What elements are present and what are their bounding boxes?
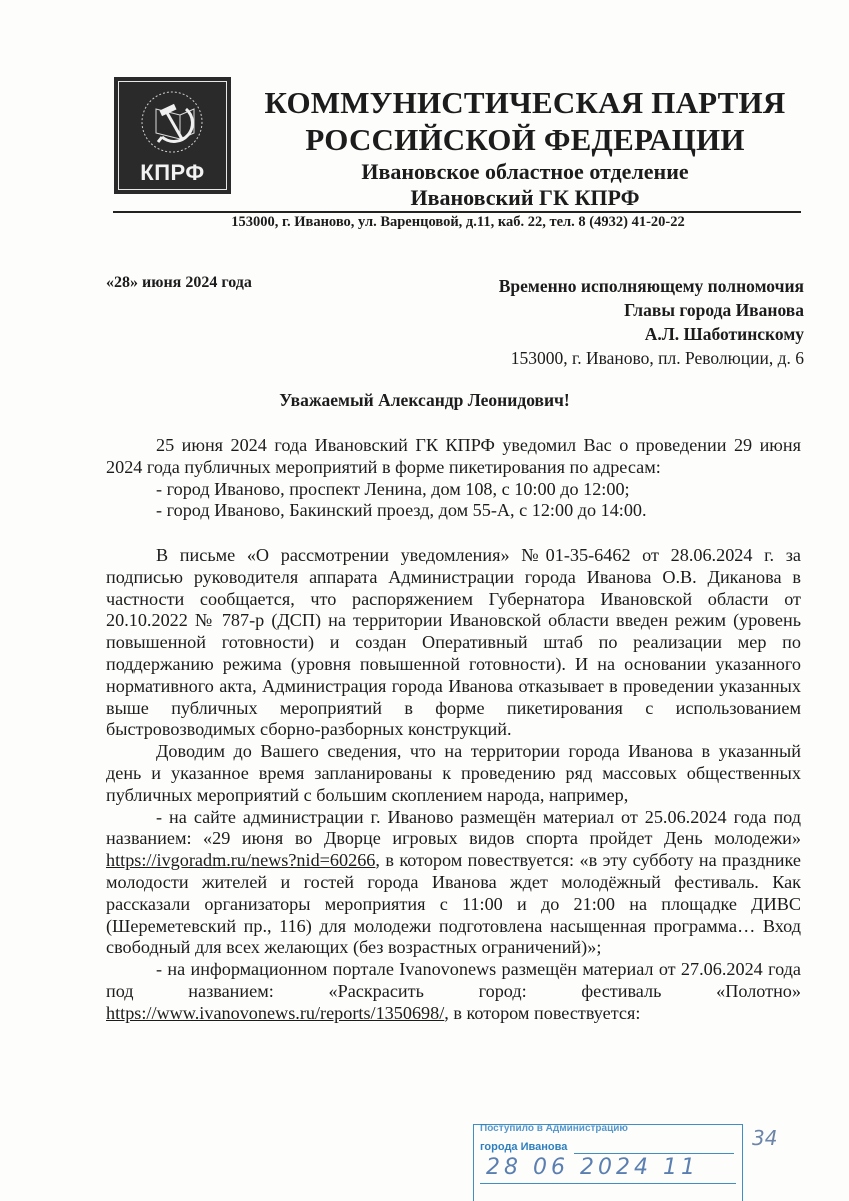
paragraph-example-2	[106, 959, 801, 1024]
addressee-name: А.Л. Шаботинскому	[644, 324, 804, 344]
stamp-org: города Иванова	[480, 1141, 568, 1153]
list-item: - город Иваново, проспект Ленина, дом 108, с 10:00 до 12:00;	[156, 478, 630, 499]
incoming-stamp	[473, 1124, 743, 1201]
ivgoradm-link[interactable]: https://ivgoradm.ru/news?nid=60266	[106, 850, 376, 871]
letter-date: «28» июня 2024 года	[106, 274, 252, 291]
stamp-header: Поступило в Администрацию	[480, 1123, 628, 1134]
paragraph-example-1	[106, 807, 801, 960]
paragraph-notification	[106, 435, 801, 522]
paragraph-text: , в котором повествуется: «в эту субботу на празднике молодости жителей и гостей города Иванова ждет молодёжный фестиваль. Как рассказали организаторы мероприятия с 11:00 и до 21:00 на площадке ДИВС (Шереметевский пр., 116) для молодежи подготовлена насыщенная программа… Вход свободный для всех желающих (без возрастных ограничений)»;	[106, 850, 801, 958]
kprf-logo	[114, 77, 231, 194]
stamp-handwritten-date: 28 06 2024 11	[486, 1155, 699, 1180]
branch-name: Ивановское областное отделение	[361, 159, 689, 184]
paragraph-text: - на сайте администрации г. Иваново размещён материал от 25.06.2024 года под названием: «29 июня во Дворце игровых видов спорта пройдет День молодежи»	[106, 806, 801, 849]
ivanovonews-link[interactable]: https://www.ivanovonews.ru/reports/1350698/	[106, 1002, 445, 1023]
paragraph-refusal: В письме «О рассмотрении уведомления» №01-35-6462 от 28.06.2024 г. за подписью руководителя аппарата Администрации города Иванова О.В. Диканова в частности сообщается, что распоряжением Губернатора Ивановской области от 20.10.2022 № 787-р (ДСП) на территории Ивановской области введен режим (уровень повышенной готовности) и создан Оперативный штаб по реализации мер по поддержанию режима (уровня повышенной готовности). И на основании указанного нормативного акта, Администрация города Иванова отказывает в проведении указанных выше публичных мероприятий в форме пикетирования с использованием быстровозводимых сборно-разборных конструкций.	[106, 545, 801, 740]
stamp-underline	[480, 1183, 736, 1184]
addressee-block	[499, 274, 804, 370]
letter-body	[106, 545, 801, 1025]
addressee-office: Главы города Иванова	[624, 300, 804, 320]
salutation: Уважаемый Александр Леонидович!	[279, 390, 570, 410]
city-committee-name: Ивановский ГК КПРФ	[410, 185, 640, 210]
addressee-address: 153000, г. Иваново, пл. Революции, д. 6	[510, 348, 804, 368]
addressee-position: Временно исполняющему полномочия	[498, 276, 804, 296]
paragraph-text: 25 июня 2024 года Ивановский ГК КПРФ уведомил Вас о проведении 29 июня 2024 года публичных мероприятий в форме пикетирования по адресам:	[106, 435, 801, 477]
stamp-underline	[574, 1153, 734, 1154]
header-divider	[113, 211, 801, 213]
stamp-handwritten-number: 34	[752, 1126, 778, 1150]
paragraph-text: - на информационном портале Ivanovonews размещён материал от 27.06.2024 года под названием: «Раскрасить город: фестиваль «Полотно»	[106, 959, 801, 1001]
party-title-line2: РОССИЙСКОЙ ФЕДЕРАЦИИ	[305, 122, 745, 157]
logo-text: КПРФ	[140, 160, 205, 185]
hammer-sickle-icon	[134, 87, 211, 157]
paragraph-events: Доводим до Вашего сведения, что на территории города Иванова в указанный день и указанное время запланированы к проведению ряд массовых общественных публичных мероприятий с большим скоплением народа, например,	[106, 741, 801, 805]
letterhead-address: 153000, г. Иваново, ул. Варенцовой, д.11, каб. 22, тел. 8 (4932) 41-20-22	[231, 214, 685, 230]
list-item: - город Иваново, Бакинский проезд, дом 55-А, с 12:00 до 14:00.	[156, 500, 647, 521]
paragraph-text: , в котором повествуется:	[444, 1002, 641, 1023]
party-title-line1: КОММУНИСТИЧЕСКАЯ ПАРТИЯ	[264, 85, 786, 120]
